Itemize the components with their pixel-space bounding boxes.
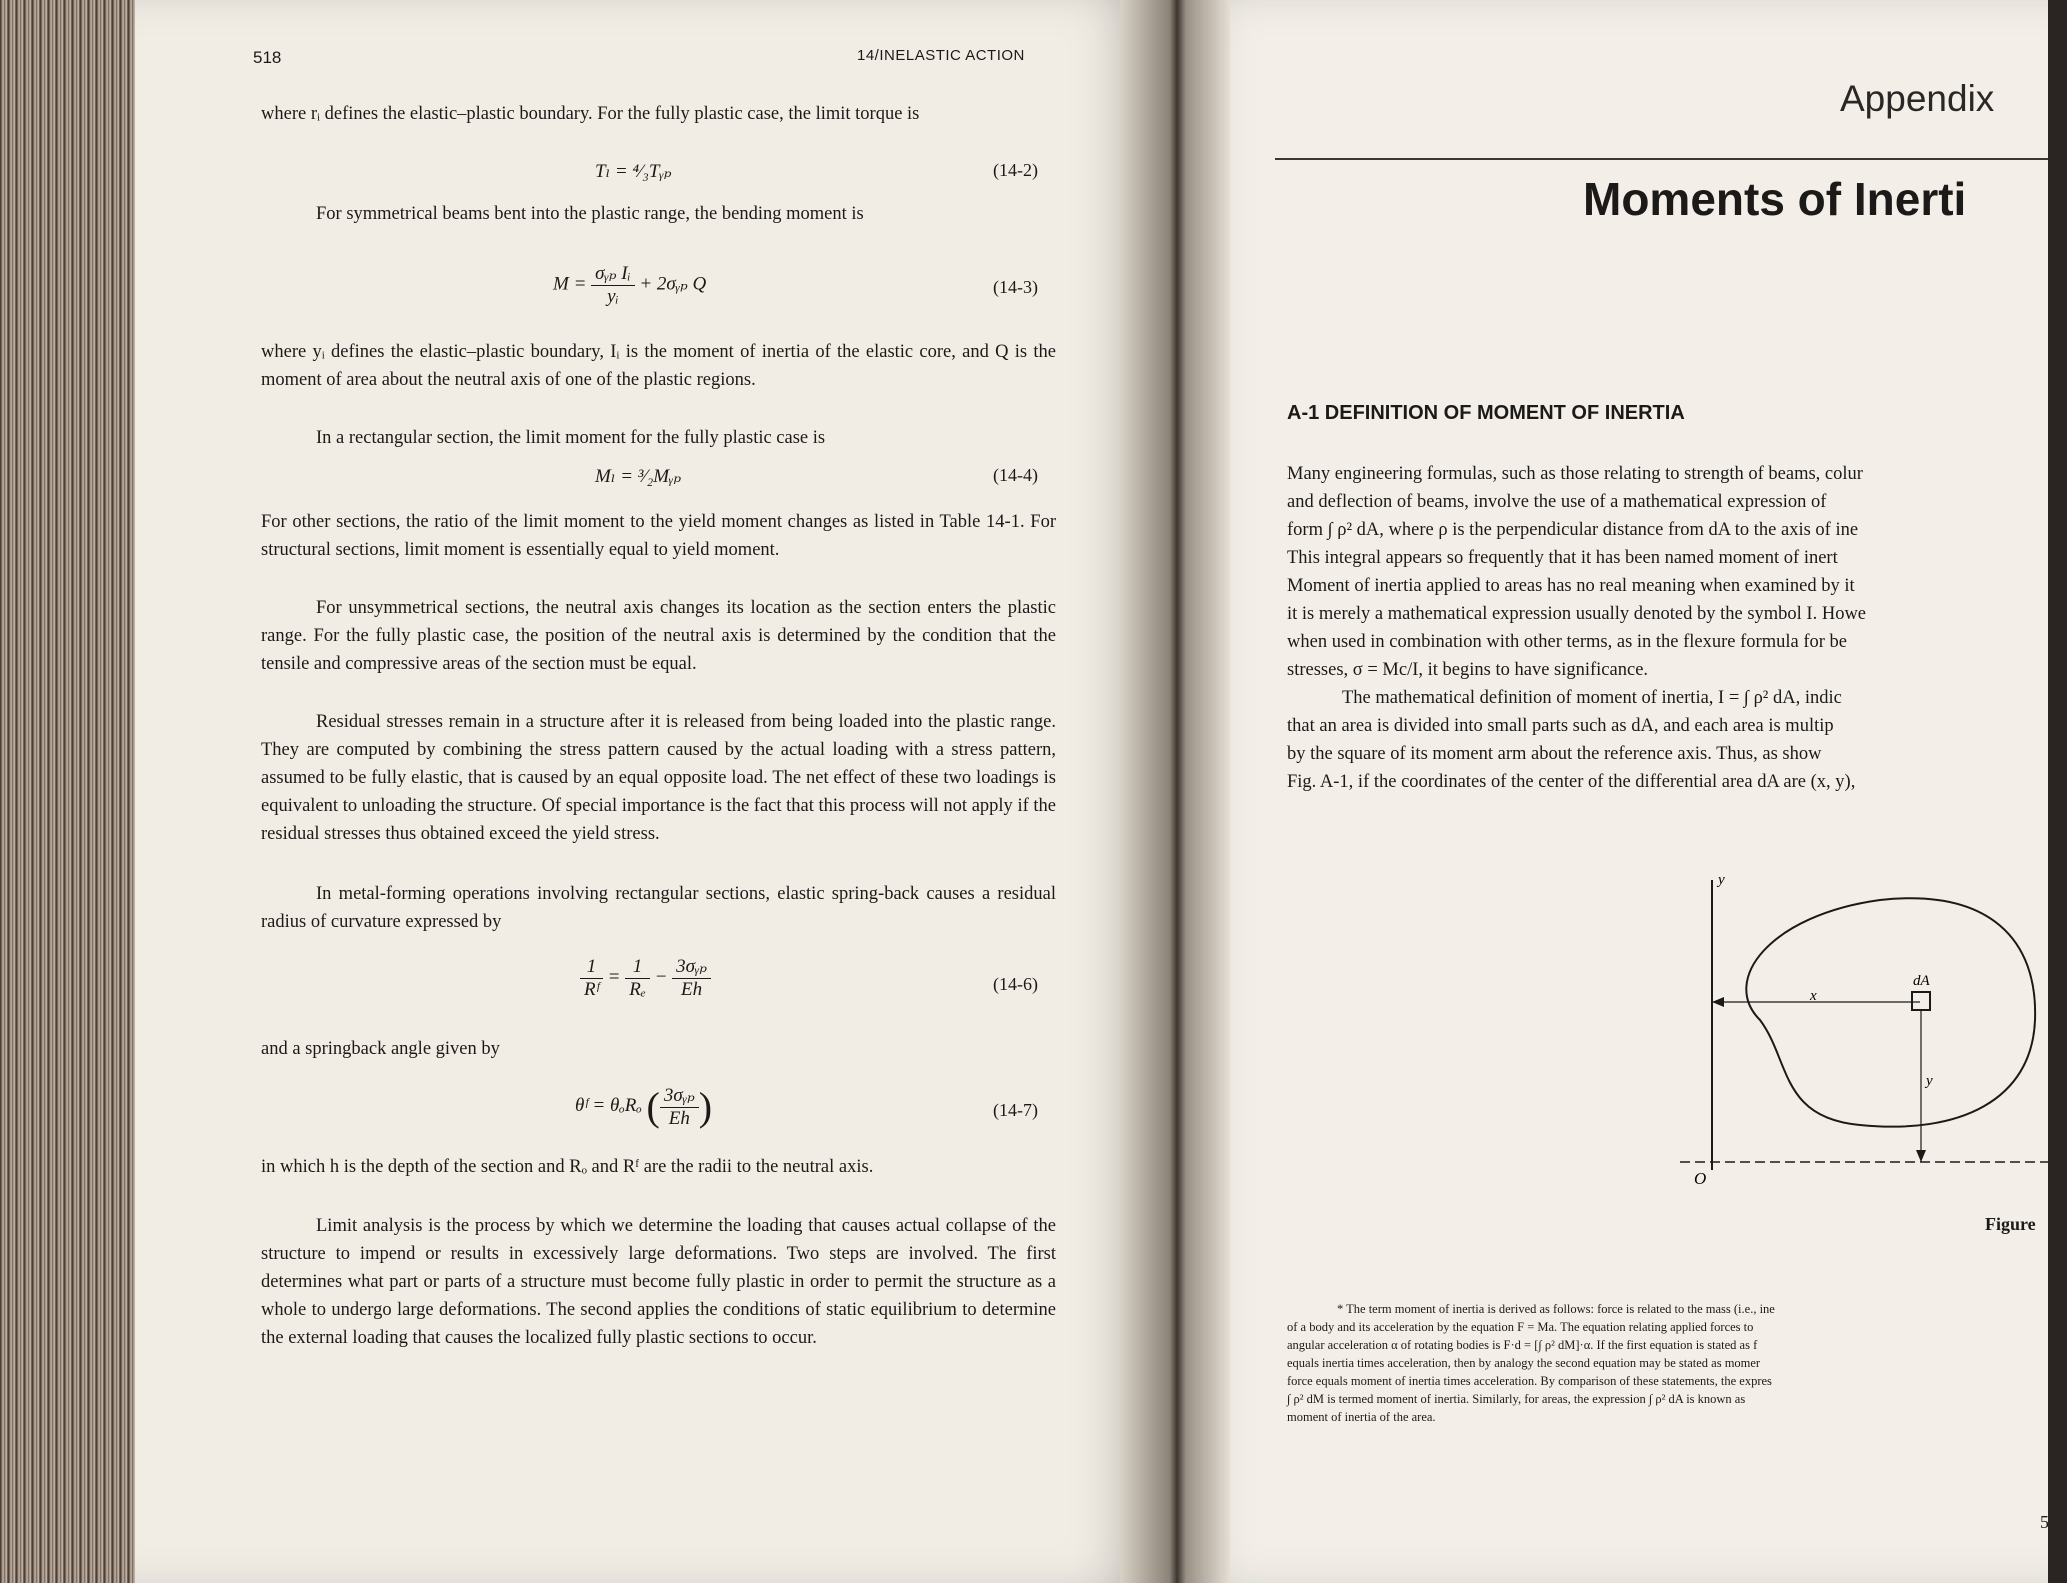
footnote-line-4: equals inertia times acceleration, then by analogy the second equation may be stated as momer [1287, 1356, 1761, 1370]
equation-14-3-numerator: σᵧₚ Iᵢ [591, 262, 634, 286]
equation-14-6-number: (14-6) [993, 974, 1038, 994]
equation-14-4: Mₗ = ³⁄₂Mᵧₚ [595, 466, 682, 487]
appendix-label: Appendix [1840, 78, 1995, 119]
dA-label: dA [1913, 973, 1930, 989]
footnote-line-3: angular acceleration α of rotating bodies is F·d = [∫ ρ² dM]·α. If the first equation is stated as f [1287, 1338, 1758, 1352]
right-line-11: by the square of its moment arm about the reference axis. Thus, as show [1287, 744, 1822, 764]
paragraph-4: In a rectangular section, the limit moment for the fully plastic case is [316, 428, 826, 448]
figure-a1-diagram [1660, 870, 2048, 1200]
equation-14-3-fraction [591, 262, 634, 308]
paragraph-3: where yᵢ defines the elastic–plastic boundary, Iᵢ is the moment of inertia of the elastic core, and Q is the moment of area about the neutral axis of one of the plastic regions. [261, 342, 1056, 390]
footnote-line-7: moment of inertia of the area. [1287, 1410, 1436, 1424]
equation-14-3 [553, 262, 706, 308]
equation-14-6-frac-2 [625, 956, 650, 1001]
right-line-8: stresses, σ = Mc/I, it begins to have significance. [1287, 660, 1649, 680]
right-line-7: when used in combination with other terms, as in the flexure formula for be [1287, 632, 1847, 652]
right-page-number: 5 [2040, 1512, 2049, 1532]
eq-14-6-d: Rₑ [629, 978, 646, 1000]
paragraph-10: in which h is the depth of the section and Rₒ and Rᶠ are the radii to the neutral axis. [261, 1157, 874, 1177]
y-axis-label: y [1718, 872, 1725, 888]
right-line-1: Many engineering formulas, such as those relating to strength of beams, colur [1287, 464, 1863, 484]
footnote [1287, 1300, 2055, 1426]
right-line-9: The mathematical definition of moment of inertia, I = ∫ ρ² dA, indic [1342, 688, 1842, 708]
paragraph-9: and a springback angle given by [261, 1039, 500, 1059]
right-line-12: Fig. A-1, if the coordinates of the center of the differential area dA are (x, y), [1287, 772, 1856, 792]
eq-14-6-f: Eh [681, 979, 703, 1000]
left-page-number: 518 [253, 48, 282, 67]
equation-14-2-number: (14-2) [993, 160, 1038, 180]
paragraph-1: where rᵢ defines the elastic–plastic boundary. For the fully plastic case, the limit torque is [261, 104, 920, 124]
paragraph-7: Residual stresses remain in a structure after it is released from being loaded into the plastic range. They are computed by combining the stress pattern caused by the actual loading with a stress pattern, assumed to be fully elastic, that is caused by an equal opposite load. The net effect of these two loadings is equivalent to unloading the structure. Of special importance is the fact that this process will not apply if the residual stresses thus obtained exceed the yield stress. [261, 712, 1056, 844]
appendix-title: Moments of Inerti [1583, 173, 1967, 225]
footnote-line-1: * The term moment of inertia is derived as follows: force is related to the mass (i.e., ine [1337, 1302, 1775, 1316]
right-line-10: that an area is divided into small parts such as dA, and each area is multip [1287, 716, 1834, 736]
book-gutter [1120, 0, 1230, 1583]
equation-14-6-frac-3 [672, 955, 711, 1001]
section-heading: A-1 DEFINITION OF MOMENT OF INERTIA [1287, 402, 1685, 424]
figure-caption: Figure [1985, 1214, 2036, 1234]
footnote-line-6: ∫ ρ² dM is termed moment of inertia. Similarly, for areas, the expression ∫ ρ² dA is known as [1287, 1392, 1746, 1406]
paragraph-8: In metal-forming operations involving rectangular sections, elastic spring-back causes a residual radius of curvature expressed by [261, 884, 1056, 932]
paragraph-6: For unsymmetrical sections, the neutral axis changes its location as the section enters the plastic range. For the fully plastic case, the position of the neutral axis is determined by the condition that the tensile and compressive areas of the section must be equal. [261, 598, 1056, 674]
right-line-2: and deflection of beams, involve the use of a mathematical expression of [1287, 492, 1827, 512]
y-dim-label: y [1926, 1073, 1933, 1089]
book-page-edges [0, 0, 135, 1583]
equation-14-2: Tₗ = ⁴⁄₃Tᵧₚ [595, 161, 672, 182]
equation-14-4-number: (14-4) [993, 465, 1038, 485]
x-label: x [1810, 988, 1817, 1004]
origin-label: O [1694, 1169, 1707, 1188]
eq-14-7-top: 3σᵧₚ [660, 1084, 699, 1108]
right-line-5: Moment of inertia applied to areas has no real meaning when examined by it [1287, 576, 1855, 596]
paragraph-11: Limit analysis is the process by which we determine the loading that causes actual collapse of the structure to impend or results in excessively large deformations. Two steps are involved. The first determines what part or parts of a structure must become fully plastic in order to permit the structure as a whole to undergo large deformations. The second applies the conditions of static equilibrium to determine the external loading that causes the localized fully plastic sections to occur. [261, 1216, 1056, 1348]
footnote-line-5: force equals moment of inertia times acceleration. By comparison of these statements, the expres [1287, 1374, 1772, 1388]
paragraph-2: For symmetrical beams bent into the plastic range, the bending moment is [316, 204, 864, 224]
chapter-header: 14/INELASTIC ACTION [857, 47, 1025, 64]
eq-14-6-e: 3σᵧₚ [672, 955, 711, 979]
dA-element [1912, 992, 1930, 1010]
equation-14-7-number: (14-7) [993, 1100, 1038, 1120]
right-line-6: it is merely a mathematical expression usually denoted by the symbol I. Howe [1287, 604, 1867, 624]
y-arrowhead [1916, 1150, 1926, 1162]
eq-14-7-bot: Eh [668, 1107, 690, 1129]
right-line-4: This integral appears so frequently that it has been named moment of inert [1287, 548, 1838, 568]
equation-14-6: $\frac{1}{\text{Rᶠ}}$ = $\frac{1}{\text{Rₑ}}$ − $\frac{\text{3σᵧₚ}}{Eh}$ [580, 955, 711, 1001]
eq-14-6-b: Rᶠ [584, 978, 599, 1000]
equation-14-3-number: (14-3) [993, 277, 1038, 297]
footnote-line-2: of a body and its acceleration by the equation F = Ma. The equation relating applied forces to [1287, 1320, 1754, 1334]
x-arrowhead [1712, 997, 1724, 1007]
eq-14-6-a: 1 [580, 956, 603, 979]
equation-14-3-denominator: yᵢ [607, 286, 619, 307]
equation-14-7: θᶠ = θₒRₒ ( $\frac{\text{3σᵧₚ}}{Eh}$ ) [575, 1084, 713, 1129]
header-rule [1275, 158, 2048, 160]
equation-14-7-fraction [660, 1084, 699, 1130]
equation-14-3-rest: + 2σᵧₚ Q [639, 273, 707, 295]
equation-14-3-lhs: M = [553, 273, 587, 295]
eq-14-6-c: 1 [625, 956, 650, 979]
area-outline [1746, 898, 2035, 1126]
right-line-3: form ∫ ρ² dA, where ρ is the perpendicular distance from dA to the axis of ine [1287, 520, 1859, 540]
eq-14-7-lhs: θᶠ = θₒRₒ [575, 1094, 642, 1116]
paragraph-5: For other sections, the ratio of the limit moment to the yield moment changes as listed in Table 14-1. For structural sections, limit moment is essentially equal to yield moment. [261, 512, 1056, 560]
equation-14-6-frac-1 [580, 956, 603, 1001]
